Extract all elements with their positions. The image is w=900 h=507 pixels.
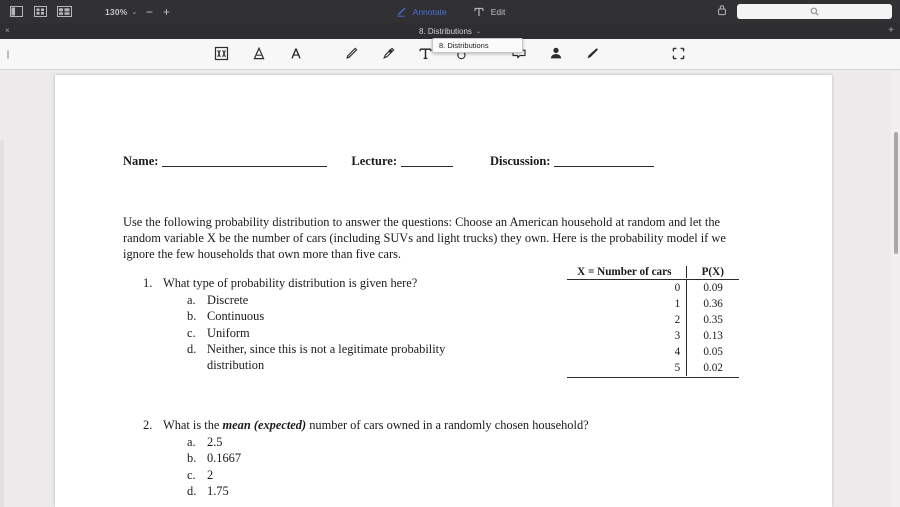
signature-tool[interactable]: [580, 41, 606, 67]
question-2-emphasis: mean (expected): [222, 418, 307, 432]
table-row: [567, 344, 739, 360]
option-b[interactable]: [187, 308, 563, 324]
tab-dropdown-item-label: 8. Distributions: [439, 41, 489, 50]
edit-mode-label: Edit: [490, 6, 506, 17]
search-input[interactable]: [737, 4, 892, 19]
toolbar-right-group: [717, 0, 892, 23]
zoom-in-button[interactable]: +: [162, 4, 170, 19]
pen-tool[interactable]: [339, 41, 365, 67]
highlight-tool[interactable]: [209, 41, 235, 67]
option-d-text: 1.75: [207, 484, 229, 499]
option-a-text: 2.5: [207, 435, 223, 450]
option-a-letter: a.: [187, 435, 196, 450]
option-b-letter: b.: [187, 309, 197, 324]
zoom-out-button[interactable]: −: [145, 4, 153, 19]
probability-distribution-table: [567, 266, 739, 379]
tab-bar: [0, 23, 900, 39]
table-cell-p: 0.09: [686, 280, 739, 296]
option-b[interactable]: [187, 450, 723, 466]
question-2-text: [163, 417, 723, 433]
option-d-continuation-text: distribution: [207, 358, 265, 373]
sidebar-toggle-icon[interactable]: [9, 5, 24, 18]
pen-icon: [395, 5, 408, 18]
table-row: [567, 360, 739, 376]
discussion-field-blank[interactable]: [554, 156, 654, 167]
question-1-number: 1.: [143, 276, 153, 290]
option-a-text: Discrete: [207, 293, 249, 308]
option-b-letter: b.: [187, 451, 197, 466]
question-2-text-before: What is the: [163, 418, 223, 432]
option-d-letter: d.: [187, 484, 197, 499]
table-cell-p: 0.36: [686, 296, 739, 312]
name-field-blank[interactable]: [162, 156, 327, 167]
active-tab-label: 8. Distributions: [419, 26, 472, 36]
option-d-letter: d.: [187, 342, 197, 357]
new-tab-button[interactable]: +: [888, 25, 894, 36]
table-header-row: [567, 266, 739, 280]
chevron-down-icon[interactable]: ⌄: [475, 28, 481, 35]
table-cell-p: 0.02: [686, 360, 739, 376]
question-2-number: 2.: [143, 418, 153, 432]
question-1-options: [143, 292, 563, 374]
intro-paragraph: Use the following probability distribution to answer the questions: Choose an American household at random and let the random variable X be the number of cars (including SUVs and light trucks) they own. Here is the probability model if we ignore the few households that own more than five cars.: [123, 215, 726, 261]
option-c-letter: c.: [187, 325, 196, 340]
option-c-letter: c.: [187, 467, 196, 482]
option-d-text: Neither, since this is not a legitimate probability: [207, 342, 446, 357]
toolbar-left-group: [0, 5, 171, 18]
grid-view-icon[interactable]: [33, 5, 48, 18]
question-2-options: [143, 434, 723, 499]
question-1: [143, 275, 563, 374]
table-cell-x: 3: [674, 330, 681, 342]
worksheet-header-row: [123, 154, 654, 169]
search-icon: [810, 3, 819, 21]
lecture-field-blank[interactable]: [401, 156, 453, 167]
vertical-scrollbar[interactable]: [891, 70, 900, 507]
thumbnail-view-icon[interactable]: [57, 5, 72, 18]
table-row: [567, 280, 739, 296]
option-a[interactable]: [187, 292, 563, 308]
annotate-mode-button[interactable]: [395, 5, 447, 18]
active-tab[interactable]: [0, 27, 900, 36]
crop-tool[interactable]: [666, 41, 692, 67]
chevron-down-icon[interactable]: ⌄: [131, 8, 138, 16]
table-cell-p: 0.13: [686, 328, 739, 344]
lock-icon[interactable]: [717, 3, 727, 21]
table-cell-p: 0.35: [686, 312, 739, 328]
annotate-mode-label: Annotate: [412, 6, 447, 17]
zoom-controls: [105, 6, 171, 18]
option-c[interactable]: [187, 325, 563, 341]
lecture-field-label: Lecture:: [351, 154, 397, 168]
zoom-level-value[interactable]: 130%: [105, 6, 128, 17]
question-1-text: What type of probability distribution is given here?: [163, 276, 418, 290]
tab-dropdown-popup[interactable]: [432, 38, 523, 53]
table-cell-p: 0.05: [686, 344, 739, 360]
stamp-tool[interactable]: [543, 41, 569, 67]
table-cell-x: 0: [674, 282, 681, 294]
text-style-a-tool[interactable]: [246, 41, 272, 67]
table-row: [567, 296, 739, 312]
close-tab-button[interactable]: ×: [5, 26, 10, 35]
question-2: [143, 417, 723, 499]
option-a-letter: a.: [187, 293, 196, 308]
text-tool-icon: [473, 5, 486, 18]
table-cell-x: 1: [674, 298, 681, 310]
option-c-text: Uniform: [207, 325, 250, 340]
marker-tool[interactable]: [376, 41, 402, 67]
discussion-field-label: Discussion:: [490, 154, 551, 168]
option-d[interactable]: [187, 341, 563, 357]
table-header-px: P(X): [686, 266, 739, 278]
option-d[interactable]: [187, 483, 723, 499]
edit-mode-button[interactable]: [473, 5, 506, 18]
table-cell-x: 5: [674, 362, 681, 374]
table-cell-x: 4: [674, 346, 681, 358]
table-bottom-rule: [567, 377, 739, 379]
name-field-label: Name:: [123, 154, 159, 168]
question-2-text-after: number of cars owned in a randomly chosen household?: [306, 418, 589, 432]
table-row: [567, 312, 739, 328]
option-c-text: 2: [207, 467, 214, 482]
scrollbar-thumb[interactable]: [894, 132, 898, 254]
main-toolbar: [0, 0, 900, 23]
option-a[interactable]: [187, 434, 723, 450]
option-c[interactable]: [187, 467, 723, 483]
document-viewport[interactable]: [0, 70, 900, 507]
table-header-x: X = Number of cars: [577, 266, 672, 278]
text-style-b-tool[interactable]: [283, 41, 309, 67]
option-b-text: 0.1667: [207, 451, 242, 466]
table-row: [567, 328, 739, 344]
option-d-continuation: [187, 357, 563, 373]
option-b-text: Continuous: [207, 309, 265, 324]
table-cell-x: 2: [674, 314, 681, 326]
left-edge-strip: [0, 140, 4, 507]
document-page: [55, 75, 832, 507]
